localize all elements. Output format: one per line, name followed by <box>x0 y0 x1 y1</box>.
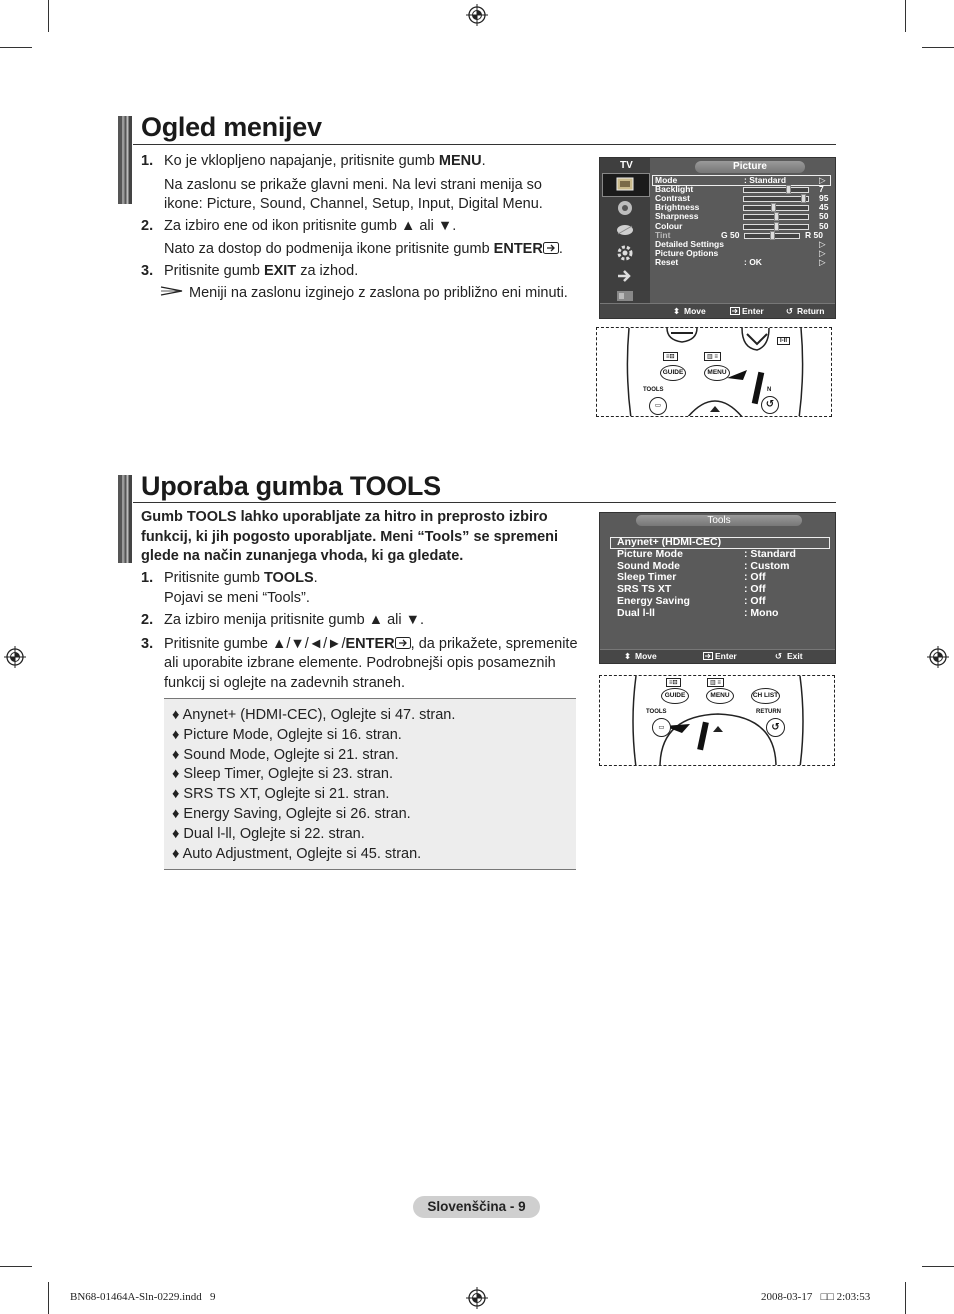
guide-button[interactable]: GUIDE <box>660 365 686 381</box>
n-label: N <box>767 387 772 393</box>
osd-row-label: Mode <box>655 175 678 185</box>
crop-mark <box>922 47 954 48</box>
osd-arrow-icon: ▷ <box>819 247 826 258</box>
registration-mark-icon <box>927 646 949 668</box>
osd-slider <box>743 196 809 202</box>
move-icon: ⬍ <box>673 306 681 316</box>
footer-enter: Enter <box>742 306 764 316</box>
return-button[interactable]: ↺ <box>766 718 785 737</box>
osd-arrow-icon: ▷ <box>819 238 826 249</box>
tools-row-value: : Off <box>744 595 766 607</box>
section-marker <box>118 475 132 563</box>
reference-list-item: ♦ Sleep Timer, Oglejte si 23. stran. <box>172 766 393 783</box>
osd-row-label: Backlight <box>655 184 694 195</box>
osd-row-label: Contrast <box>655 193 690 204</box>
crop-mark <box>48 0 49 32</box>
remote-small-icon: ≡⊡ <box>663 352 678 361</box>
section-title: Ogled menijev <box>141 112 322 142</box>
step-number: 2. <box>141 612 154 628</box>
tools-row-label[interactable]: SRS TS XT <box>617 583 672 596</box>
reference-list-item: ♦ Auto Adjustment, Oglejte si 45. stran. <box>172 845 422 862</box>
osd-row-label: Picture Options <box>655 247 719 258</box>
tools-row-label[interactable]: Sound Mode <box>617 559 680 572</box>
registration-mark-icon <box>466 4 488 26</box>
reference-list-item: ♦ Picture Mode, Oglejte si 16. stran. <box>172 726 402 743</box>
osd-tv-label: TV <box>620 160 633 171</box>
osd-row-value: 50 <box>819 211 829 222</box>
registration-mark-icon <box>466 1287 488 1309</box>
section-divider <box>133 144 836 145</box>
osd-slider <box>743 224 809 230</box>
tools-label: TOOLS <box>643 387 664 393</box>
picture-icon <box>616 177 634 191</box>
step-subtext: ali uporabite izbrane elemente. Podrobnejši opis posameznih <box>164 655 556 671</box>
step-text: Ko je vklopljeno napajanje, pritisnite gumb MENU. <box>164 153 486 169</box>
step-text: Za izbiro ene od ikon pritisnite gumb ▲ ali ▼. <box>164 218 457 234</box>
footer-return: Return <box>797 306 825 316</box>
exit-icon: ↺ <box>775 651 783 661</box>
step-subtext: Pojavi se meni “Tools”. <box>164 590 310 606</box>
tools-row-value: : Off <box>744 583 766 596</box>
intro-text: Gumb TOOLS lahko uporabljate za hitro in preprosto izbiro <box>141 509 548 525</box>
osd-slider-knob <box>774 222 779 231</box>
step-number: 2. <box>141 218 154 234</box>
tools-row-value: : Off <box>744 571 766 584</box>
footer-move: Move <box>684 306 706 316</box>
osd-row-value: 95 <box>819 193 829 204</box>
tools-menu-screen <box>599 512 836 664</box>
return-icon: ↺ <box>786 306 794 316</box>
ch-list-button[interactable]: CH LIST <box>751 688 780 704</box>
osd-slider <box>743 187 809 193</box>
tools-row-value: : Custom <box>744 559 790 572</box>
picture-menu-screen <box>599 157 836 319</box>
osd-slider-knob <box>774 212 779 221</box>
osd-row-label: Sharpness <box>655 211 699 222</box>
page-number-badge: Slovenščina - 9 <box>413 1196 540 1218</box>
tools-row-label[interactable]: Energy Saving <box>617 595 690 607</box>
osd-slider-knob <box>770 231 775 240</box>
move-icon: ⬍ <box>624 651 632 661</box>
section-marker <box>118 116 132 204</box>
osd-slider-knob <box>801 194 806 203</box>
step-subtext: Na zaslonu se prikaže glavni meni. Na levi strani menija so <box>164 177 542 193</box>
reference-list-item: ♦ SRS TS XT, Oglejte si 21. stran. <box>172 786 390 803</box>
osd-slider <box>743 214 809 220</box>
osd-row-label: Reset <box>655 256 679 267</box>
osd-slider-knob <box>771 203 776 212</box>
osd-row-value: 50 <box>819 220 829 231</box>
osd-row-label: Detailed Settings <box>655 238 724 249</box>
osd-slider <box>744 233 800 239</box>
tools-button[interactable]: ▭ <box>649 397 667 415</box>
remote-illustration <box>599 675 835 766</box>
remote-small-icon: I-II <box>777 337 790 345</box>
note-arrow-icon <box>160 285 184 297</box>
menu-button[interactable]: MENU <box>704 365 730 381</box>
remote-small-icon: ≡⊡ <box>666 678 681 687</box>
return-label: RETURN <box>756 709 781 715</box>
input-icon <box>616 268 634 284</box>
reference-list <box>172 706 455 864</box>
osd-row-value: 45 <box>819 202 829 213</box>
menu-button[interactable]: MENU <box>706 688 734 704</box>
osd-row-label: Brightness <box>655 202 700 213</box>
osd-title: Tools <box>636 515 802 526</box>
crop-mark <box>0 47 32 48</box>
sound-icon <box>617 200 633 216</box>
step-subtext: Nato za dostop do podmenija ikone pritisnite gumb ENTER . <box>164 241 563 257</box>
step-text: Za izbiro menija pritisnite gumb ▲ ali ▼. <box>164 612 424 628</box>
osd-footer <box>600 303 835 318</box>
tools-row-label[interactable]: Sleep Timer <box>617 571 677 584</box>
step-text: Pritisnite gumbe ▲/▼/◄/►/ENTER , da prikažete, spremenite <box>164 636 578 652</box>
osd-row-value: : OK <box>744 256 762 267</box>
osd-slider-knob <box>786 185 791 194</box>
crop-mark <box>922 1266 954 1267</box>
osd-footer <box>600 649 835 663</box>
tools-row-label[interactable]: Anynet+ (HDMI-CEC) <box>617 536 722 548</box>
reference-list-item: ♦ Dual l-ll, Oglejte si 22. stran. <box>172 825 365 842</box>
digital-menu-icon <box>616 290 634 302</box>
section-title: Uporaba gumba TOOLS <box>141 471 441 501</box>
setup-icon <box>616 244 634 262</box>
step-number: 1. <box>141 570 154 586</box>
channel-icon <box>616 222 634 238</box>
crop-mark <box>48 1282 49 1314</box>
note-text: Meniji na zaslonu izginejo z zaslona po približno eni minuti. <box>189 285 568 301</box>
remote-small-icon: ▥ ≡ <box>707 678 724 687</box>
reference-list-item: ♦ Sound Mode, Oglejte si 21. stran. <box>172 746 399 763</box>
enter-icon <box>395 637 411 649</box>
tools-row-value: : Standard <box>744 547 796 560</box>
reference-list-item: ♦ Anynet+ (HDMI-CEC), Oglejte si 47. stran. <box>172 707 456 723</box>
tools-row-label[interactable]: Dual l-ll <box>617 606 655 619</box>
step-subtext: funkcij si oglejte na zadevnih straneh. <box>164 675 406 691</box>
reference-list-box <box>164 698 576 870</box>
enter-icon <box>543 242 559 254</box>
step-text: Pritisnite gumb TOOLS. <box>164 570 318 586</box>
step-subtext: ikone: Picture, Sound, Channel, Setup, Input, Digital Menu. <box>164 196 543 212</box>
remote-illustration <box>596 327 832 417</box>
reference-list-item: ♦ Energy Saving, Oglejte si 26. stran. <box>172 805 411 822</box>
crop-mark <box>905 0 906 32</box>
osd-row-value: : Standard <box>744 175 787 185</box>
footer-enter: Enter <box>715 651 737 661</box>
osd-row-value: 7 <box>819 184 824 195</box>
tools-row-label[interactable]: Picture Mode <box>617 547 683 560</box>
enter-icon <box>730 307 740 315</box>
step-text: Pritisnite gumb EXIT za izhod. <box>164 263 359 279</box>
step-number: 1. <box>141 153 154 169</box>
crop-mark <box>905 1282 906 1314</box>
tools-label: TOOLS <box>646 709 667 715</box>
step-number: 3. <box>141 636 154 652</box>
osd-row-value-left: G 50 <box>721 229 740 240</box>
guide-button[interactable]: GUIDE <box>661 688 689 704</box>
osd-arrow-icon: ▷ <box>819 175 826 185</box>
remote-small-icon: ▥ ≡ <box>704 352 721 361</box>
step-number: 3. <box>141 263 154 279</box>
enter-icon <box>703 652 713 660</box>
print-date: 2008-03-17 □□ 2:03:53 <box>761 1291 871 1303</box>
tools-button[interactable]: ▭ <box>652 718 671 737</box>
tools-row-value: : Mono <box>744 606 779 619</box>
crop-mark <box>0 1266 32 1267</box>
footer-move: Move <box>635 651 657 661</box>
osd-row-label: Colour <box>655 220 683 231</box>
osd-slider <box>743 205 809 211</box>
osd-arrow-icon: ▷ <box>819 256 826 267</box>
file-name: BN68-01464A-Sln-0229.indd 9 <box>70 1291 216 1303</box>
footer-exit: Exit <box>787 651 803 661</box>
osd-row-label: Tint <box>655 229 671 240</box>
section-divider <box>133 502 836 503</box>
return-button[interactable]: ↺ <box>761 396 779 414</box>
osd-row-value: R 50 <box>805 229 823 240</box>
osd-title: Picture <box>695 161 805 173</box>
intro-text: glede na način zunanjega vhoda, ki ga gledate. <box>141 548 464 564</box>
registration-mark-icon <box>4 646 26 668</box>
intro-text: funkcij, ki jih pogosto uporabljate. Meni “Tools” se spremeni <box>141 529 559 545</box>
